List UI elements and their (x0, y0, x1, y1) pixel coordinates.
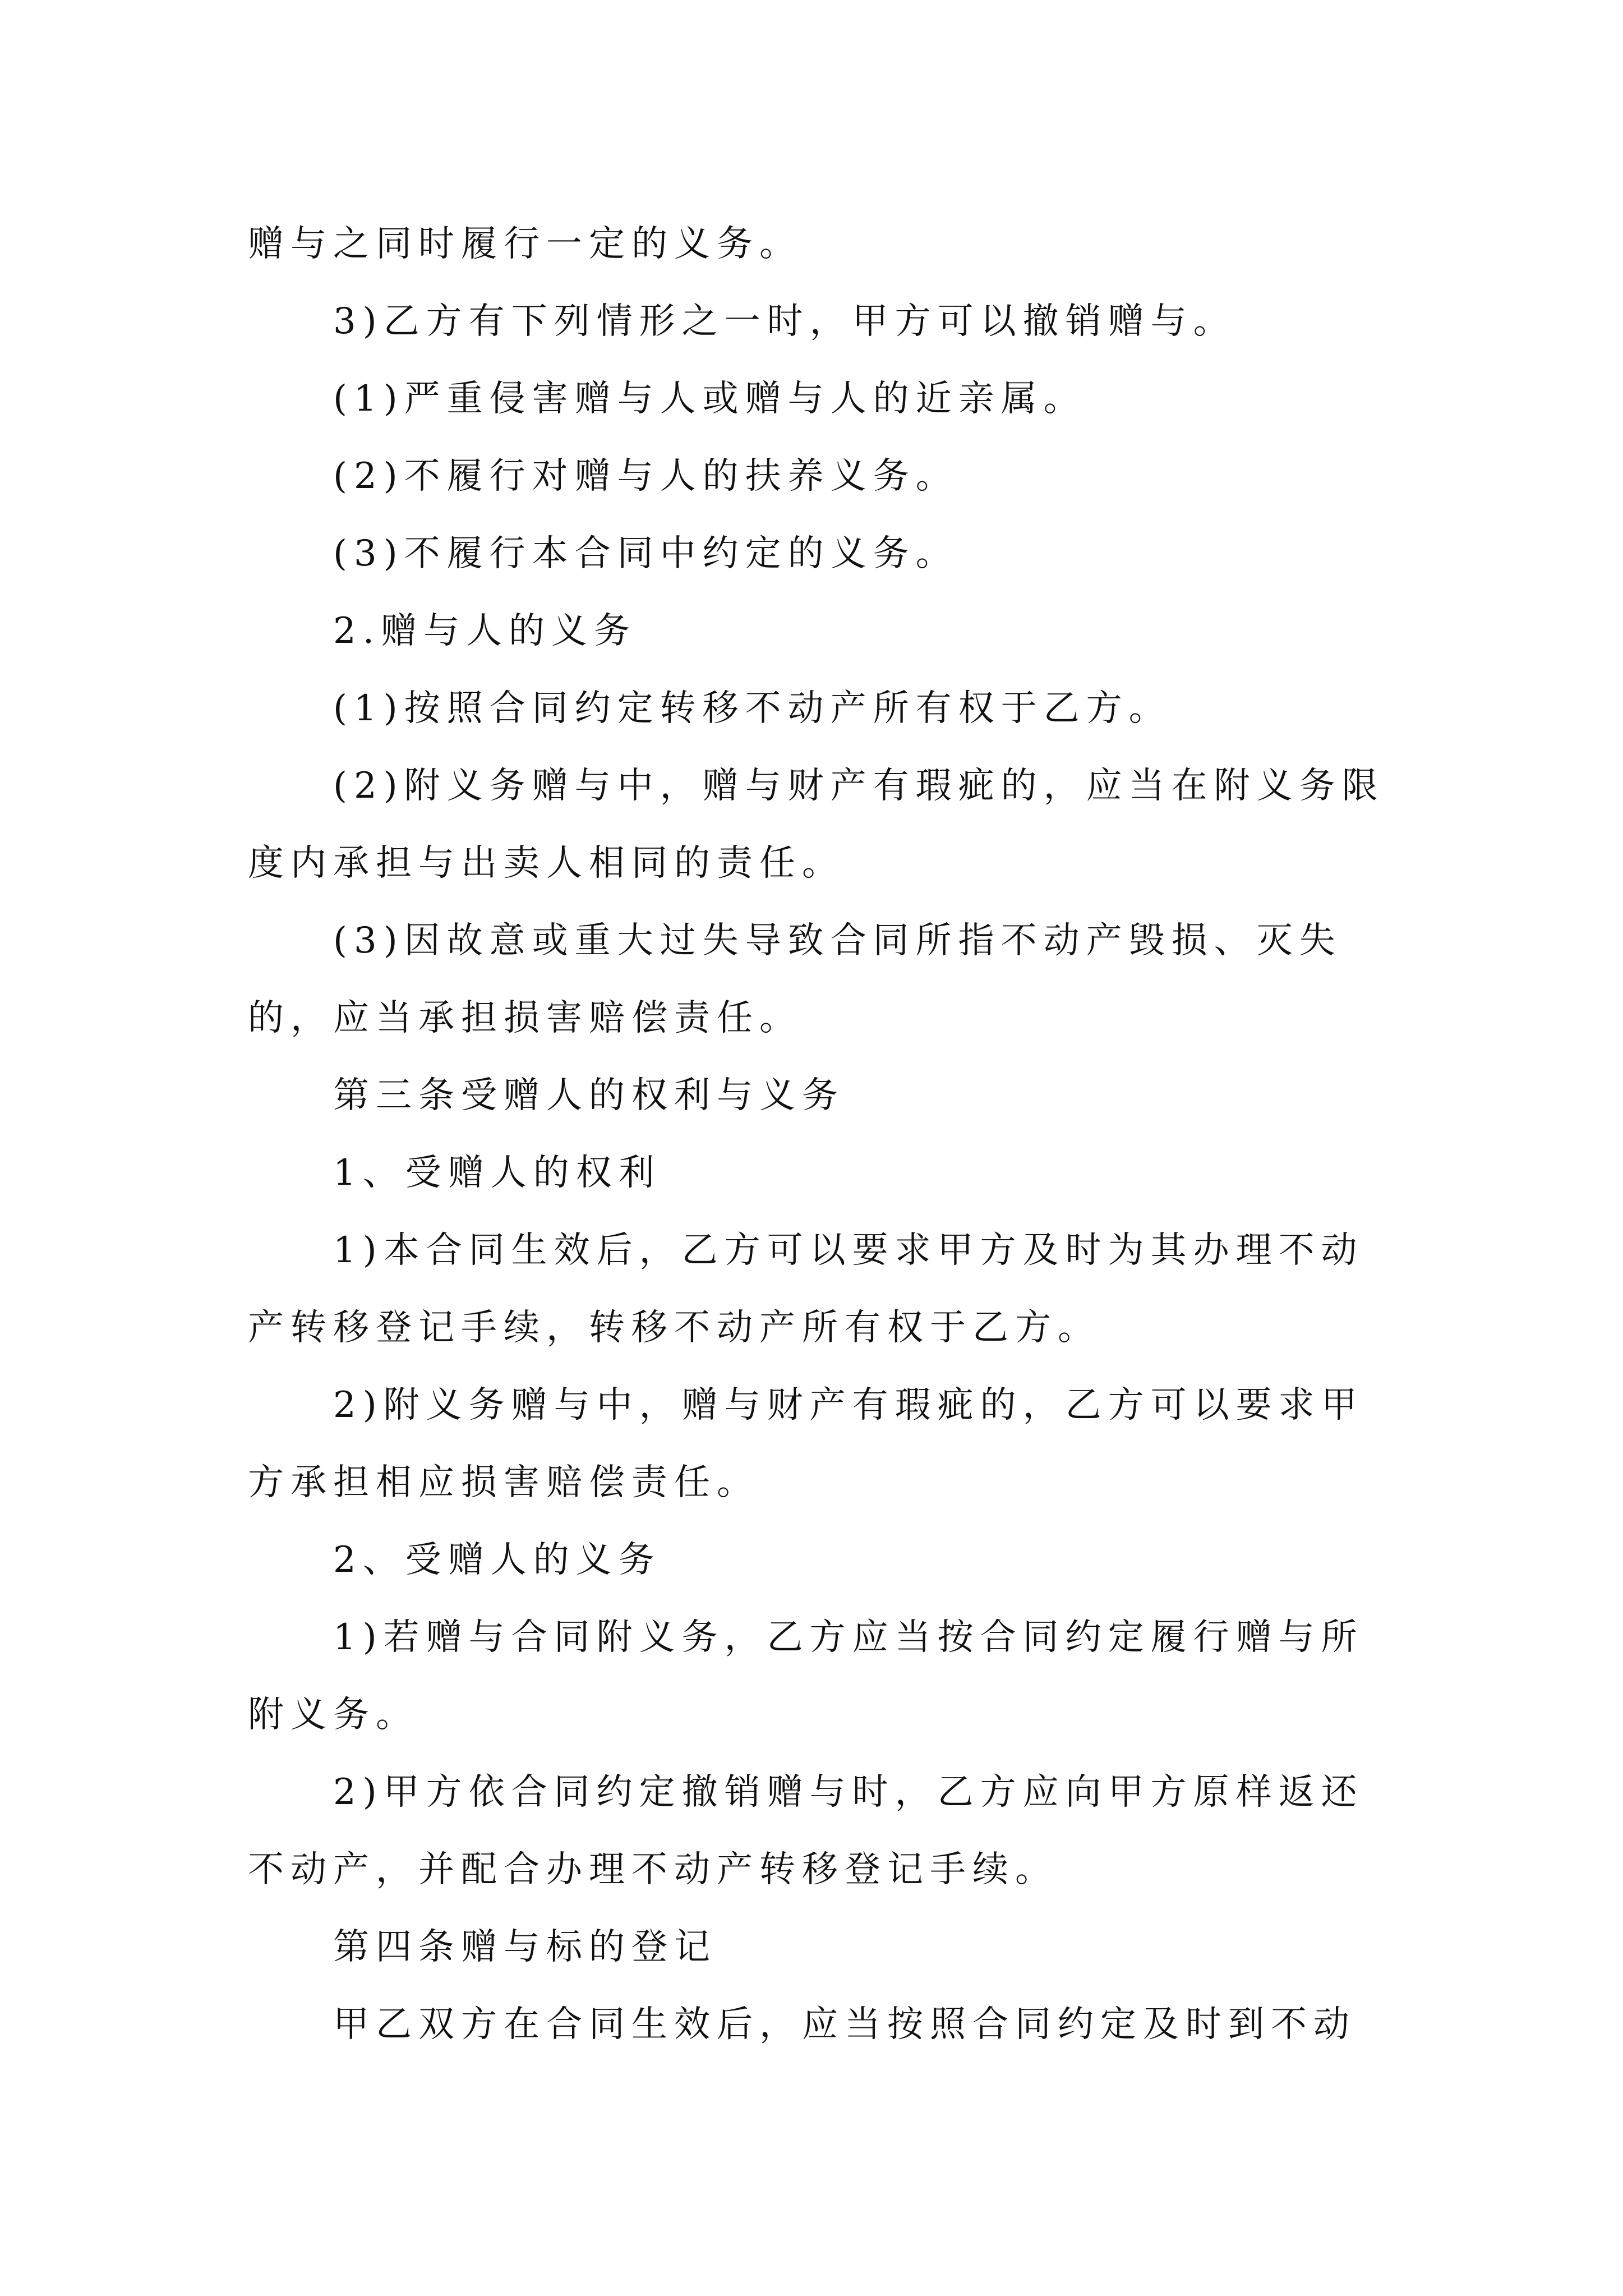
heading-article-4: 第四条赠与标的登记 (333, 1926, 717, 1968)
heading-donee-rights: 1、受赠人的权利 (333, 1152, 661, 1194)
paragraph-donor-obligation-2: (2)附义务赠与中，赠与财产有瑕疵的，应当在附义务限度内承担与出卖人相同的责任。 (248, 765, 1385, 884)
paragraph-donee-obligation-1: 1)若赠与合同附义务，乙方应当按合同约定履行赠与所附义务。 (248, 1617, 1364, 1736)
paragraph-donor-obligation-3: (3)因故意或重大过失导致合同所指不动产毁损、灭失的，应当承担损害赔偿责任。 (248, 920, 1342, 1039)
paragraph-donee-right-2: 2)附义务赠与中，赠与财产有瑕疵的，乙方可以要求甲方承担相应损害赔偿责任。 (248, 1384, 1364, 1503)
paragraph-registration: 甲乙双方在合同生效后，应当按照合同约定及时到不动 (333, 2004, 1356, 2045)
paragraph-condition-1: (1)严重侵害赠与人或赠与人的近亲属。 (333, 378, 1086, 420)
paragraph-continuation: 赠与之同时履行一定的义务。 (248, 223, 802, 265)
heading-donor-obligations: 2.赠与人的义务 (333, 610, 637, 652)
heading-article-3: 第三条受赠人的权利与义务 (333, 1075, 845, 1116)
paragraph-donor-obligation-1: (1)按照合同约定转移不动产所有权于乙方。 (333, 688, 1172, 729)
paragraph-condition-2: (2)不履行对赠与人的扶养义务。 (333, 455, 958, 497)
paragraph-revocation-conditions: 3)乙方有下列情形之一时，甲方可以撤销赠与。 (333, 301, 1236, 342)
paragraph-donee-obligation-2: 2)甲方依合同约定撤销赠与时，乙方应向甲方原样返还不动产，并配合办理不动产转移登记手续。 (248, 1772, 1364, 1890)
paragraph-condition-3: (3)不履行本合同中约定的义务。 (333, 533, 958, 574)
paragraph-donee-right-1: 1)本合同生效后，乙方可以要求甲方及时为其办理不动产转移登记手续，转移不动产所有权于乙方。 (248, 1230, 1364, 1349)
document-body (248, 205, 1386, 2063)
heading-donee-obligations: 2、受赠人的义务 (333, 1539, 661, 1581)
